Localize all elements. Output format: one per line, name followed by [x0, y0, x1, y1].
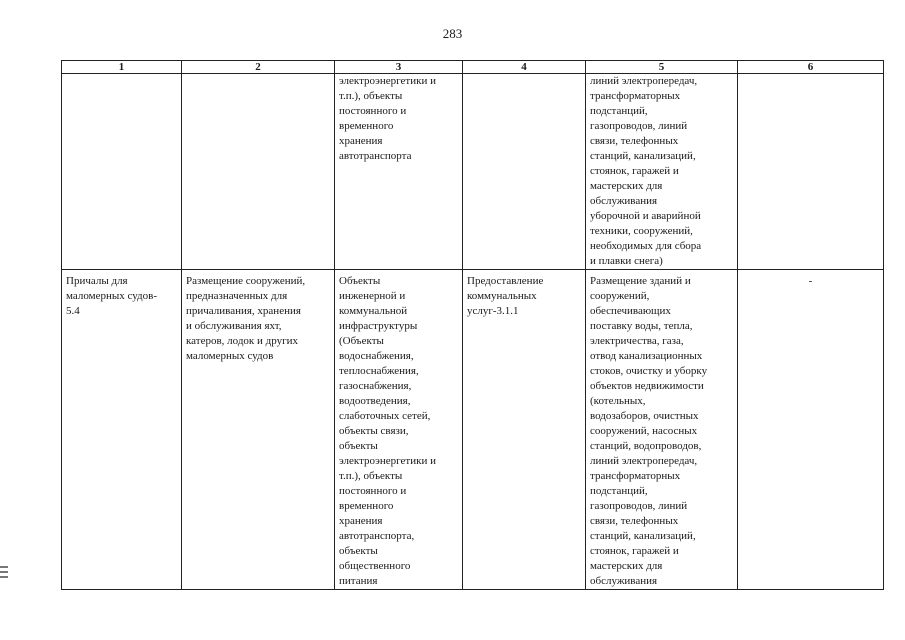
header-col-4: 4: [463, 61, 586, 74]
cell-permitted-objects: электроэнергетики и т.п.), объекты постоянного и временного хранения автотранспорта: [335, 74, 463, 270]
cell-parameters: [738, 74, 884, 270]
header-col-1: 1: [62, 61, 182, 74]
scan-edge-marks: [0, 566, 8, 581]
cell-use-type: Причалы для маломерных судов- 5.4: [62, 270, 182, 590]
header-col-2: 2: [182, 61, 335, 74]
page-number: 283: [442, 26, 463, 41]
zoning-table: [61, 60, 884, 590]
cell-parameters: -: [738, 270, 884, 590]
table-row-continued: [62, 74, 884, 270]
cell-auxiliary-description: линий электропередач, трансформаторных подстанций, газопроводов, линий связи, телефонных станций, канализаций, стоянок, гаражей и мастерских для обслуживания уборочной и аварийной техники, сооружений, необходимых для сбора и плавки снега): [586, 74, 738, 270]
header-col-5: 5: [586, 61, 738, 74]
header-col-3: 3: [335, 61, 463, 74]
header-row: [62, 61, 884, 74]
cell-use-type: [62, 74, 182, 270]
table-row-moorings: [62, 270, 884, 590]
cell-permitted-objects: Объекты инженерной и коммунальной инфраструктуры (Объекты водоснабжения, теплоснабжения, газоснабжения, водоотведения, слаботочных сетей, объекты связи, объекты электроэнергетики и т.п.), объекты постоянного и временного хранения автотранспорта, объекты общественного питания: [335, 270, 463, 590]
header-col-6: 6: [738, 61, 884, 74]
cell-use-description: Размещение сооружений, предназначенных для причаливания, хранения и обслуживания яхт, катеров, лодок и других маломерных судов: [182, 270, 335, 590]
cell-use-description: [182, 74, 335, 270]
cell-auxiliary-description: Размещение зданий и сооружений, обеспечивающих поставку воды, тепла, электричества, газа, отвод канализационных стоков, очистку и уборку объектов недвижимости (котельных, водозаборов, очистных сооружений, насосных станций, водопроводов, линий электропередач, трансформаторных подстанций, газопроводов, линий связи, телефонных станций, канализаций, стоянок, гаражей и мастерских для обслуживания: [586, 270, 738, 590]
cell-auxiliary-use: Предоставление коммунальных услуг-3.1.1: [463, 270, 586, 590]
cell-auxiliary-use: [463, 74, 586, 270]
